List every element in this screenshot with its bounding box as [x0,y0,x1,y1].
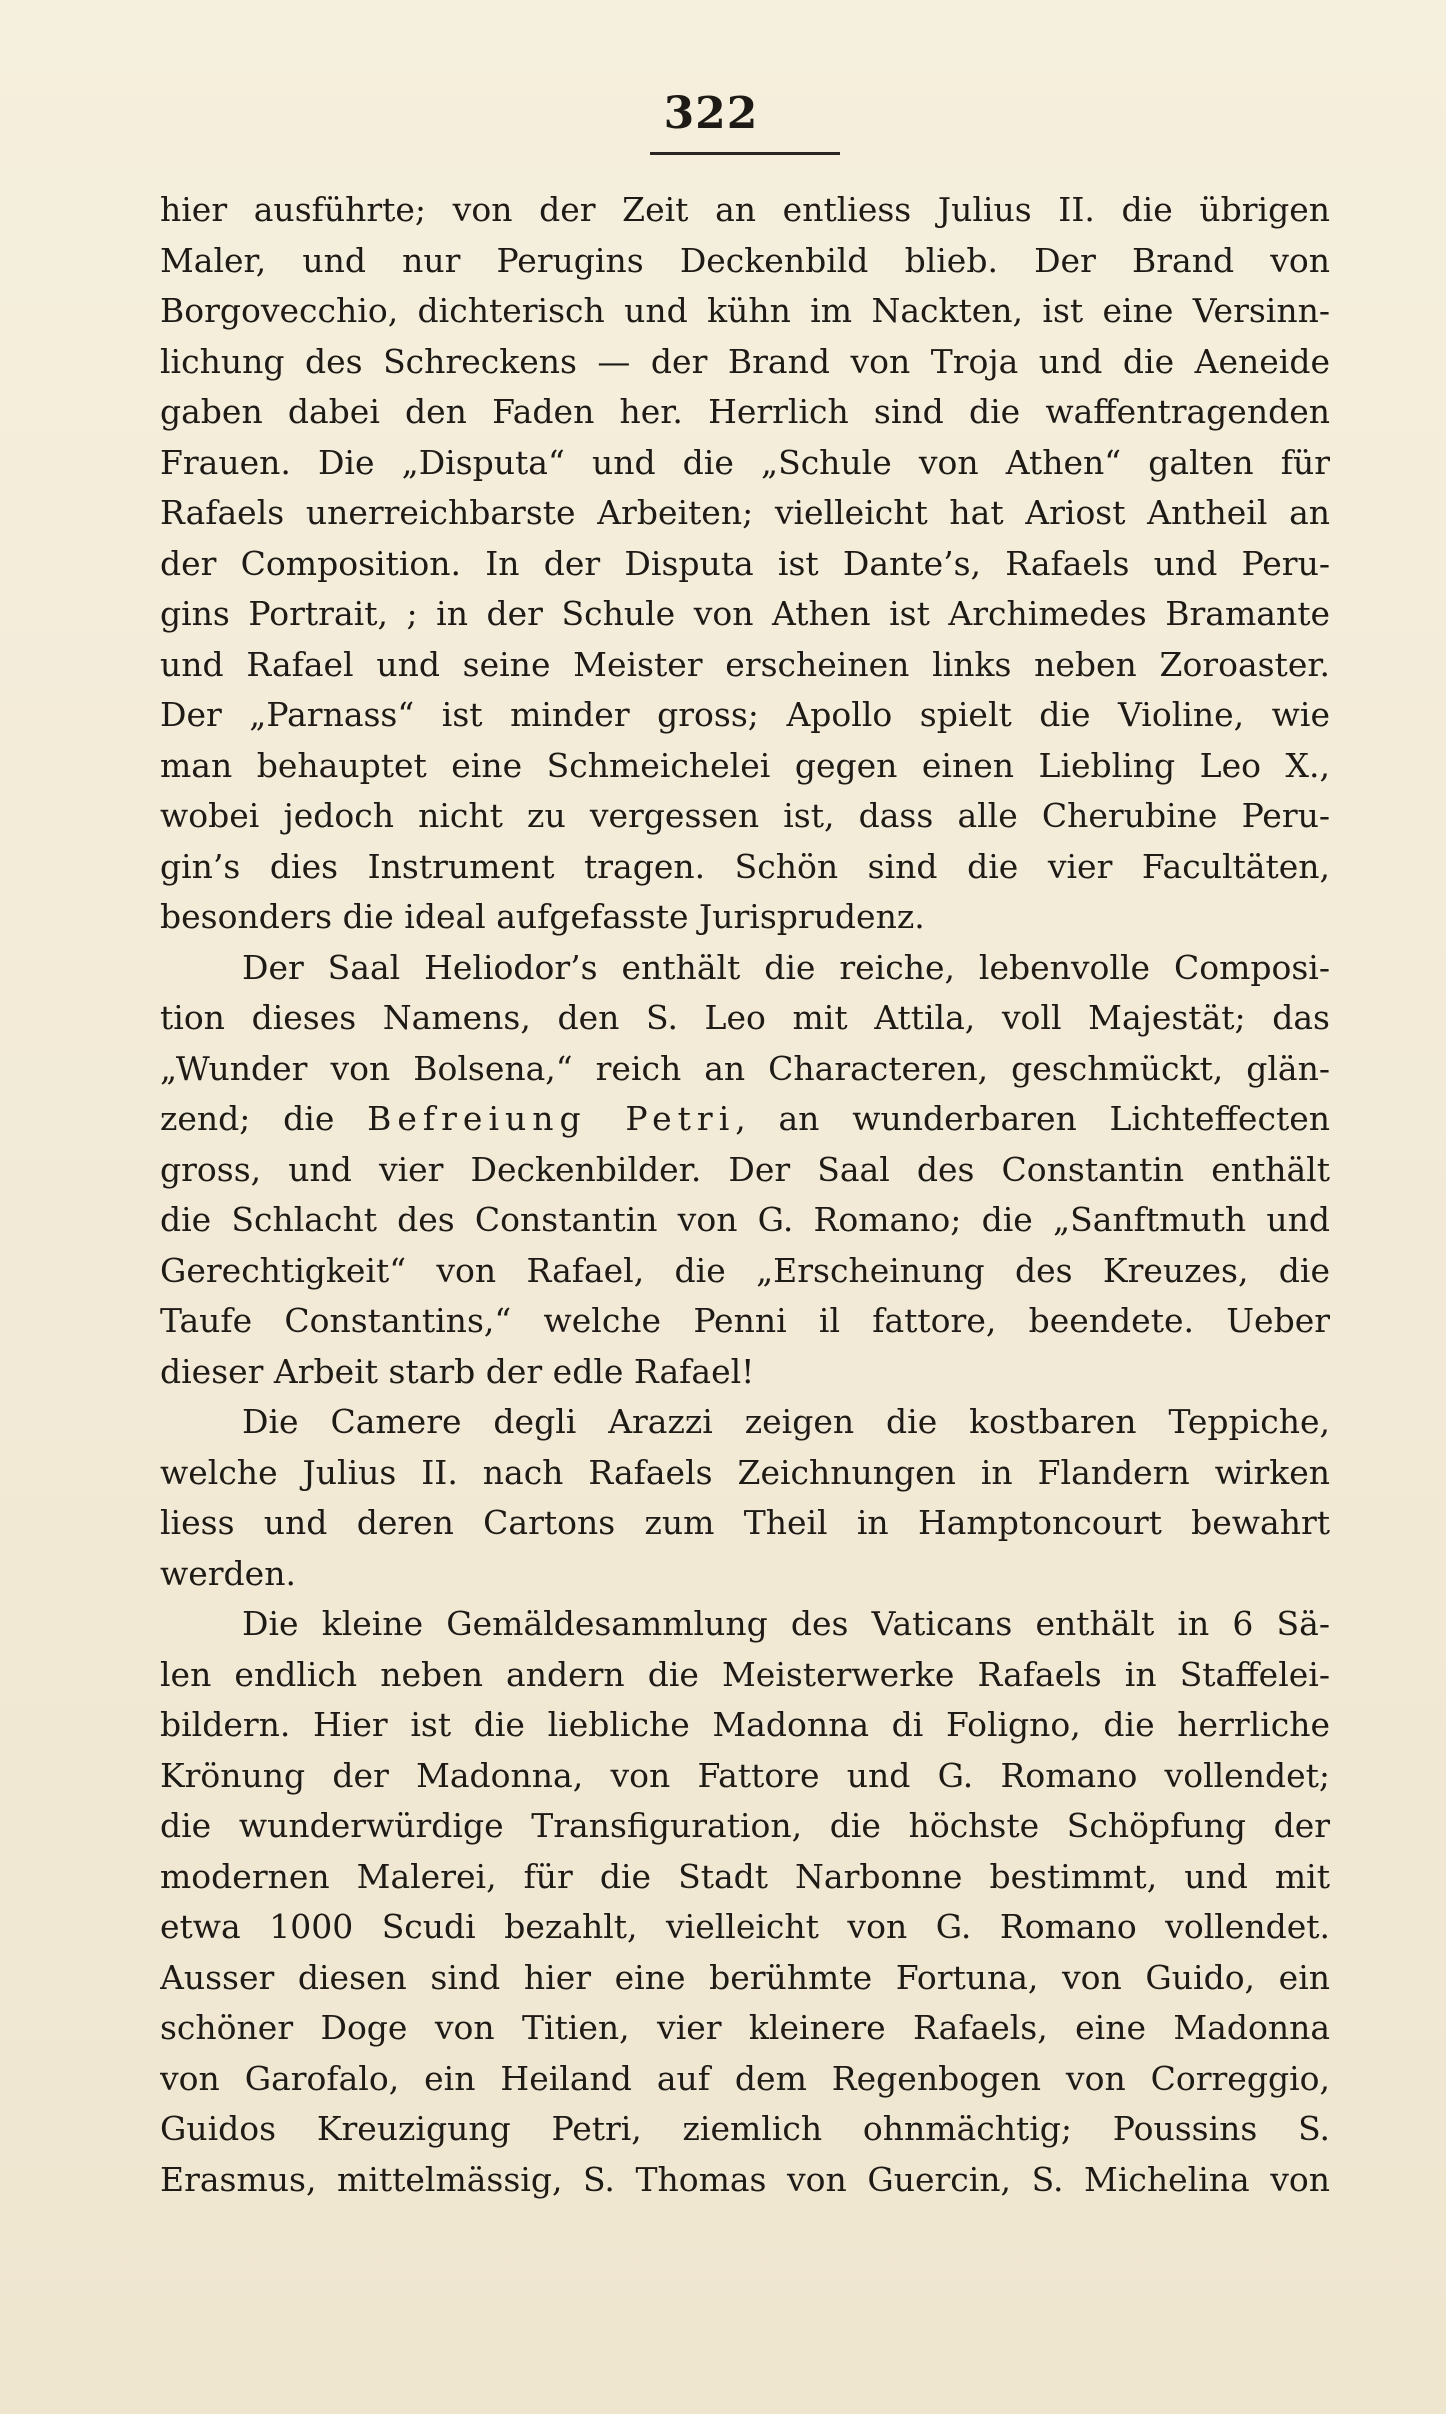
text-line-with-emphasis [160,1094,1330,1145]
text-line: wobei jedoch nicht zu vergessen ist, dass alle Cherubine Peru- [160,796,1330,835]
text-line: man behauptet eine Schmeichelei gegen einen Liebling Leo X., [160,745,1330,785]
text-line: bildern. Hier ist die liebliche Madonna di Foligno, die herrliche [160,1705,1330,1744]
text-line: gin’s dies Instrument tragen. Schön sind die vier Facultäten, [160,846,1330,886]
text-segment: zend; die [160,1099,368,1138]
spaced-emphasis: Befreiung Petri [367,1099,736,1138]
text-line: schöner Doge von Titien, vier kleinere Rafaels, eine Madonna [160,2008,1330,2047]
paragraph-start-line: Die kleine Gemäldesammlung des Vaticans enthält in 6 Sä- [242,1604,1330,1643]
text-line: Erasmus, mittelmässig, S. Thomas von Guercin, S. Michelina von [160,2159,1330,2199]
text-line: die Schlacht des Constantin von G. Romano; die „Sanftmuth und [160,1200,1330,1239]
text-line: Gerechtigkeit“ von Rafael, die „Erscheinung des Kreuzes, die [160,1250,1330,1290]
text-line: von Garofalo, ein Heiland auf dem Regenbogen von Correggio, [160,2058,1330,2098]
text-line: Rafaels unerreichbarste Arbeiten; vielleicht hat Ariost Antheil an [160,493,1330,532]
text-line: len endlich neben andern die Meisterwerke Rafaels in Staffelei- [160,1654,1330,1694]
text-line: „Wunder von Bolsena,“ reich an Characteren, geschmückt, glän- [160,1048,1330,1088]
page-number: 322 [663,88,759,139]
text-line: modernen Malerei, für die Stadt Narbonne bestimmt, und mit [160,1856,1330,1896]
paragraph-end-line: besonders die ideal aufgefasste Jurisprudenz. [160,897,925,936]
text-line: Maler, und nur Perugins Deckenbild blieb. Der Brand von [160,240,1330,280]
text-body [160,185,1330,2205]
paragraph-start-line: Der Saal Heliodor’s enthält die reiche, lebenvolle Composi- [242,947,1330,987]
paragraph-start-line: Die Camere degli Arazzi zeigen die kostbaren Teppiche, [242,1402,1330,1441]
text-line: gross, und vier Deckenbilder. Der Saal des Constantin enthält [160,1149,1330,1189]
text-line: hier ausführte; von der Zeit an entliess Julius II. die übrigen [160,190,1330,229]
text-line: Taufe Constantins,“ welche Penni il fattore, beendete. Ueber [160,1301,1330,1340]
text-line: welche Julius II. nach Rafaels Zeichnungen in Flandern wirken [160,1452,1330,1492]
text-line: tion dieses Namens, den S. Leo mit Attila, voll Majestät; das [160,998,1330,1037]
text-line: Ausser diesen sind hier eine berühmte Fortuna, von Guido, ein [160,1957,1330,1997]
text-line: der Composition. In der Disputa ist Dante’s, Rafaels und Peru- [160,543,1330,583]
paragraph-end-line: dieser Arbeit starb der edle Rafael! [160,1351,755,1391]
text-line: etwa 1000 Scudi bezahlt, vielleicht von G. Romano vollendet. [160,1907,1330,1946]
text-line: gaben dabei den Faden her. Herrlich sind die waffentragenden [160,392,1330,431]
text-line: gins Portrait, ; in der Schule von Athen ist Archimedes Bramante [160,594,1330,633]
text-line: Borgovecchio, dichterisch und kühn im Nackten, ist eine Versinn- [160,291,1330,330]
text-line: liess und deren Cartons zum Theil in Hamptoncourt bewahrt [160,1503,1330,1542]
text-line: Frauen. Die „Disputa“ und die „Schule von Athen“ galten für [160,442,1330,482]
text-segment: , an wunderbaren Lichteffecten [735,1099,1330,1138]
text-line: und Rafael und seine Meister erscheinen links neben Zoroaster. [160,644,1330,684]
page-number-rule [650,152,840,155]
text-line: Guidos Kreuzigung Petri, ziemlich ohnmächtig; Poussins S. [160,2109,1330,2148]
paragraph-end-line: werden. [160,1553,296,1593]
text-line: die wunderwürdige Transfiguration, die höchste Schöpfung der [160,1806,1330,1845]
text-line: Der „Parnass“ ist minder gross; Apollo spielt die Violine, wie [160,695,1330,734]
text-line: Krönung der Madonna, von Fattore und G. Romano vollendet; [160,1755,1330,1795]
text-line: lichung des Schreckens — der Brand von Troja und die Aeneide [160,341,1330,381]
